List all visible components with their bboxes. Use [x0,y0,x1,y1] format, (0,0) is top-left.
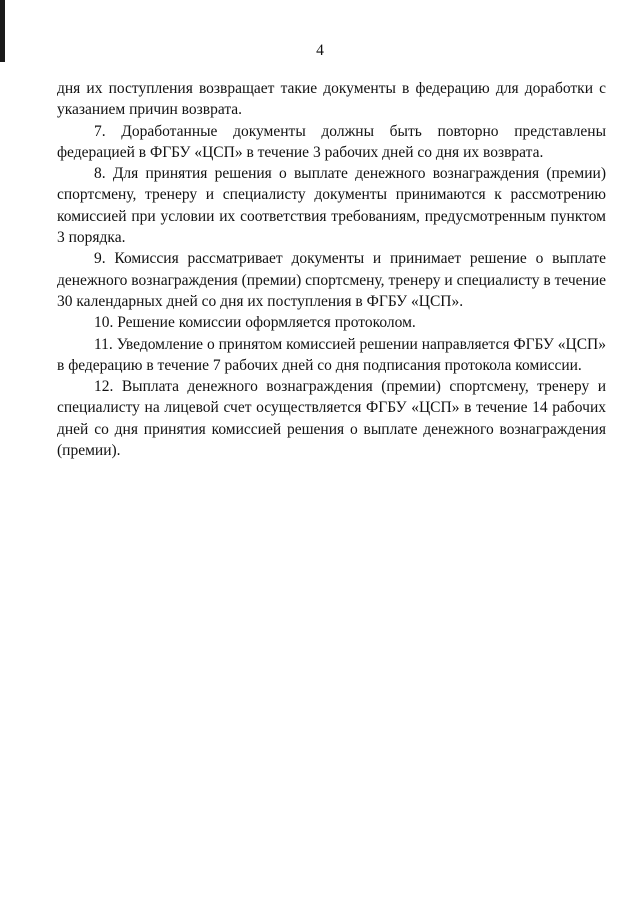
paragraph-continuation: дня их поступления возвращает такие документы в федерацию для доработки с указанием причин возврата. [57,80,606,119]
paragraph-item-9: 9. Комиссия рассматривает документы и принимает решение о выплате денежного вознаграждения (премии) спортсмену, тренеру и специалисту в течение 30 календарных дней со дня их поступления в ФГБУ «ЦСП». [57,250,606,310]
paragraph-item-10: 10. Решение комиссии оформляется протоколом. [94,314,416,332]
paragraph-item-12: 12. Выплата денежного вознаграждения (премии) спортсмену, тренеру и специалисту на лицевой счет осуществляется ФГБУ «ЦСП» в течение 14 рабочих дней со дня принятия комиссией решения о выплате денежного вознаграждения (премии). [57,378,606,460]
document-body [57,78,606,461]
paragraph-item-8: 8. Для принятия решения о выплате денежного вознаграждения (премии) спортсмену, тренеру и специалисту документы принимаются к рассмотрению комиссией при условии их соответствия требованиям, предусмотренным пунктом 3 порядка. [57,165,606,247]
paragraph-item-7: 7. Доработанные документы должны быть повторно представлены федерацией в ФГБУ «ЦСП» в течение 3 рабочих дней со дня их возврата. [57,122,606,161]
page-number: 4 [316,42,324,59]
paragraph-item-11: 11. Уведомление о принятом комиссией решении направляется ФГБУ «ЦСП» в федерацию в течение 7 рабочих дней со дня подписания протокола комиссии. [57,335,606,374]
